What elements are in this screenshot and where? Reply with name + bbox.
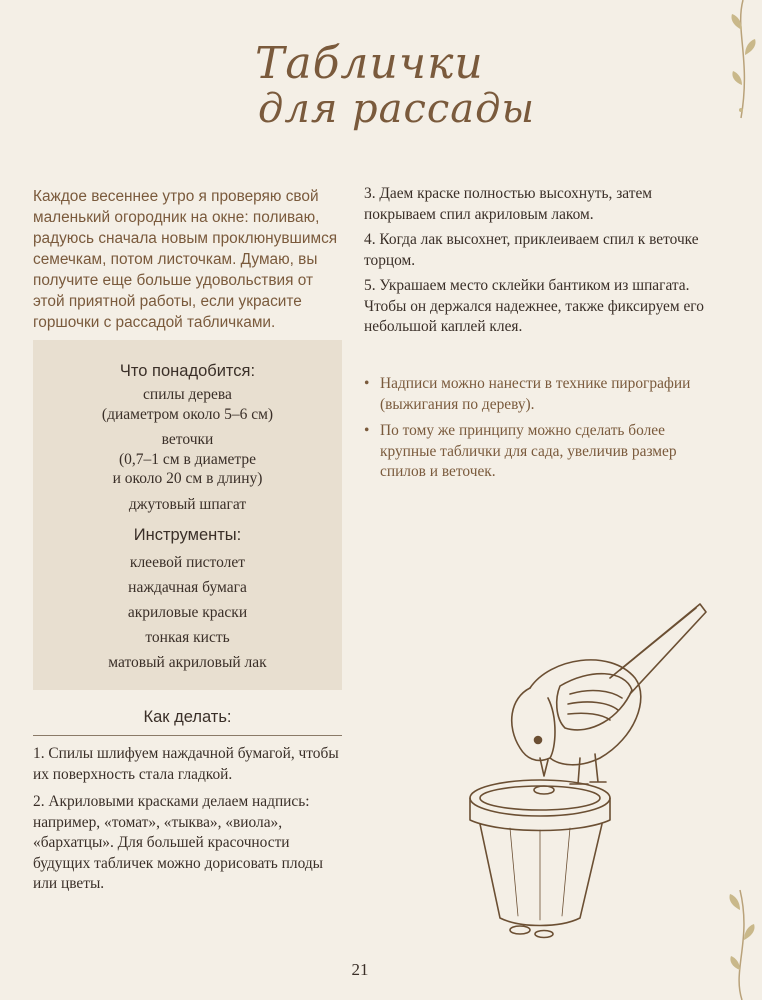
tool-item: акриловые краски [127, 604, 248, 621]
intro-paragraph: Каждое весеннее утро я проверяю свой маленький огородник на окне: поливаю, радуюсь сначала новым проклюнувшимся семечкам, потом листочкам. Думаю, вы получите еще больше удовольствия от этой приятной работы, если украсите горшочки с рассадой табличками. [33, 188, 338, 331]
material-item-note: (диаметром около 5–6 см) [101, 405, 274, 423]
step-1: 1. Спилы шлифуем наждачной бумагой, чтобы их поверхность стала гладкой. [33, 745, 339, 783]
material-item: джутовый шпагат [128, 495, 247, 513]
tool-item: тонкая кисть [145, 629, 230, 646]
tip-text: Надписи можно нанести в технике пирографии (выжигания по дереву). [380, 375, 691, 413]
page-number: 21 [351, 960, 369, 979]
tools-section [33, 526, 342, 675]
materials-section [33, 362, 342, 514]
divider [33, 735, 342, 736]
tool-item: наждачная бумага [128, 579, 247, 596]
tool-item: клеевой пистолет [129, 554, 246, 571]
tools-heading: Инструменты: [133, 526, 242, 544]
step-4: 4. Когда лак высохнет, приклеиваем спил к веточке торцом. [364, 231, 699, 269]
material-item: спилы дерева [143, 386, 232, 403]
material-item-note: (0,7–1 см в диаметре [118, 450, 256, 468]
material-item: веточки [161, 431, 214, 448]
material-item-note: и около 20 см в длину) [112, 470, 263, 487]
step-2: 2. Акриловыми красками делаем надпись: например, «томат», «тыква», «виола», «бархатцы». Для большей красочности будущих табличек можно дорисовать плоды или цветы. [33, 793, 324, 892]
corner-vine-bottom-right [712, 880, 762, 1000]
tip-text: По тому же принципу можно сделать более крупные таблички для сада, увеличив размер спилов и веточек. [380, 422, 677, 480]
corner-vine-top-right [715, 0, 762, 120]
tip-item [364, 421, 694, 483]
how-heading: Как делать: [143, 708, 232, 726]
step-5: 5. Украшаем место склейки бантиком из шпагата. Чтобы он держался надежнее, также фиксируем его небольшой каплей клея. [364, 277, 704, 335]
materials-heading: Что понадобится: [119, 362, 256, 380]
bullet-icon: • [364, 375, 370, 392]
step-3: 3. Даем краске полностью высохнуть, затем покрываем спил акриловым лаком. [364, 185, 653, 223]
tip-item [364, 374, 694, 415]
tool-item: матовый акриловый лак [108, 654, 267, 671]
bird-on-pot-illustration [460, 598, 710, 943]
bullet-icon: • [364, 422, 370, 439]
